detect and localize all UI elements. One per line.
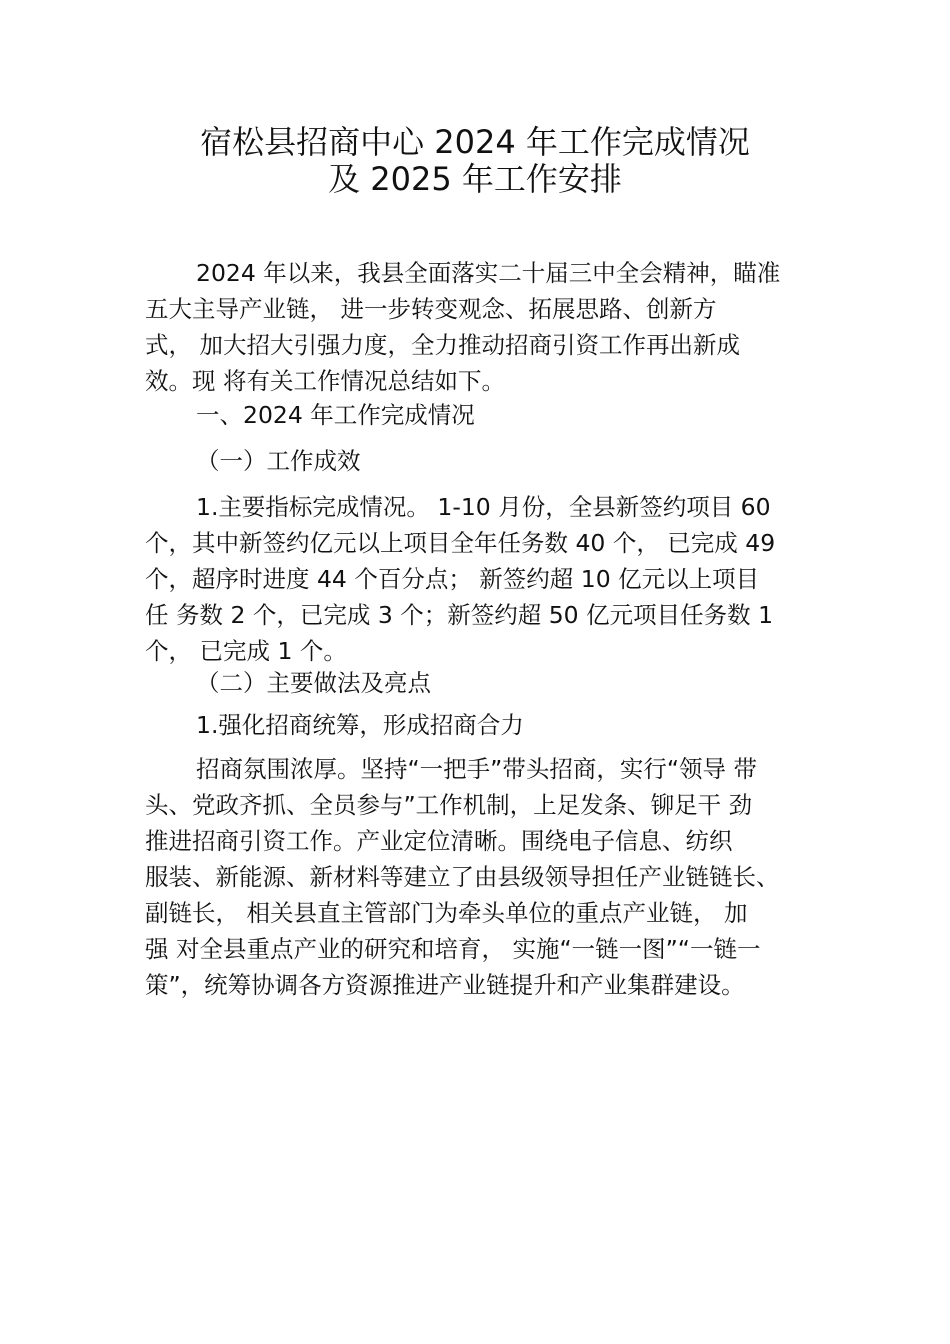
document-title-line-1: 宿松县招商中心 2024 年工作完成情况	[200, 123, 750, 161]
item-heading: 1.强化招商统筹，形成招商合力	[196, 711, 524, 739]
paragraph-line: 个， 已完成 1 个。	[145, 637, 347, 665]
paragraph-line: 强 对全县重点产业的研究和培育， 实施“一链一图”“一链一	[145, 935, 761, 963]
paragraph-line: 效。现 将有关工作情况总结如下。	[145, 367, 505, 395]
subsection-heading: （二）主要做法及亮点	[196, 669, 431, 697]
paragraph-line: 五大主导产业链， 进一步转变观念、拓展思路、创新方	[145, 295, 717, 323]
paragraph-line: 式， 加大招大引强力度，全力推动招商引资工作再出新成	[145, 331, 740, 359]
paragraph-line: 推进招商引资工作。产业定位清晰。围绕电子信息、纺织	[145, 827, 733, 855]
paragraph-line: 个，其中新签约亿元以上项目全年任务数 40 个， 已完成 49	[145, 529, 776, 557]
paragraph-line: 招商氛围浓厚。坚持“一把手”带头招商，实行“领导 带	[196, 755, 757, 783]
paragraph-line: 副链长， 相关县直主管部门为牵头单位的重点产业链， 加	[145, 899, 748, 927]
paragraph-line: 任 务数 2 个，已完成 3 个；新签约超 50 亿元项目任务数 1	[145, 601, 774, 629]
section-heading: 一、2024 年工作完成情况	[196, 401, 475, 429]
paragraph-line: 策”，统筹协调各方资源推进产业链提升和产业集群建设。	[145, 971, 745, 999]
paragraph-line: 2024 年以来，我县全面落实二十届三中全会精神，瞄准	[196, 259, 781, 287]
paragraph-line: 头、党政齐抓、全员参与”工作机制，上足发条、铆足干 劲	[145, 791, 753, 819]
subsection-heading: （一）工作成效	[196, 447, 361, 475]
document-title-line-2: 及 2025 年工作安排	[328, 160, 622, 198]
paragraph-line: 服装、新能源、新材料等建立了由县级领导担任产业链链长、	[145, 863, 780, 891]
paragraph-line: 1.主要指标完成情况。 1-10 月份，全县新签约项目 60	[196, 493, 771, 521]
paragraph-line: 个，超序时进度 44 个百分点； 新签约超 10 亿元以上项目	[145, 565, 760, 593]
